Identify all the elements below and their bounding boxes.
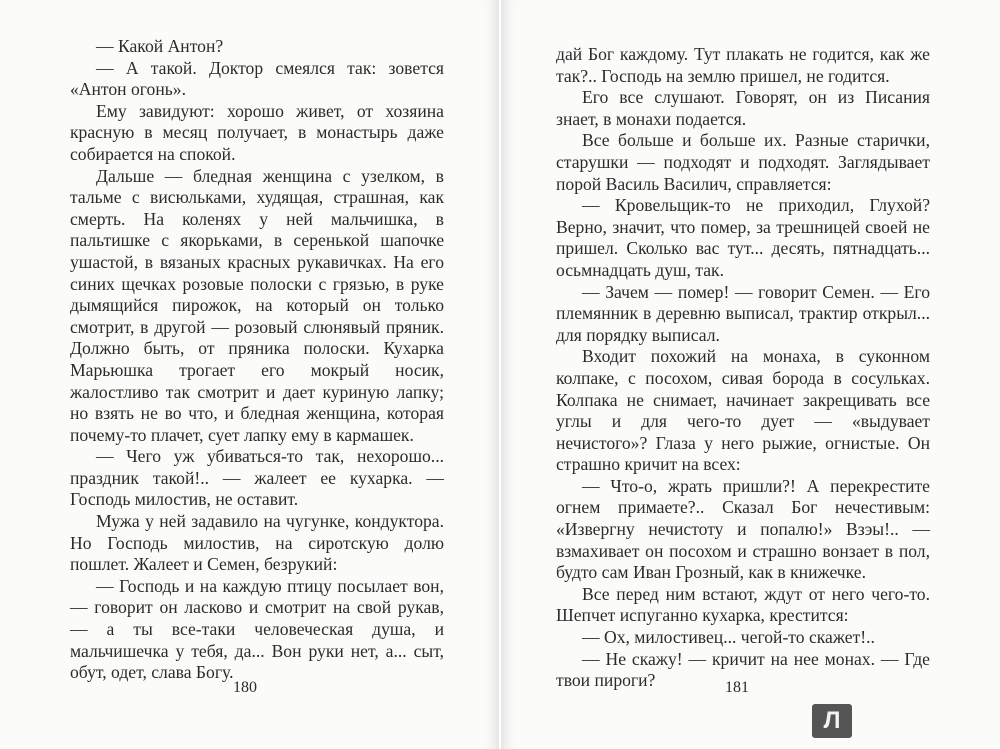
publisher-logo-icon: Л — [812, 704, 852, 738]
right-page-text — [556, 44, 930, 692]
left-page-text — [70, 36, 444, 684]
paragraph: — Ох, милостивец... чегой-то скажет!.. — [582, 627, 875, 648]
paragraph: Все больше и больше их. Разные старички, старушки — подходят и подходят. Заглядывает порой Василь Василич, справляется: — [556, 130, 930, 194]
paragraph: — А такой. Доктор смеялся так: зовется «Антон огонь». — [70, 57, 444, 100]
paragraph: — Кровельщик-то не приходил, Глухой? Верно, значит, что помер, за трешницей своей не пришел. Сколько вас тут... десять, пятнадцать... осьмнадцать душ, так. — [556, 195, 930, 280]
paragraph-continued: дай Бог каждому. Тут плакать не годится, как же так?.. Господь на землю пришел, не годится. — [556, 44, 930, 86]
paragraph: — Чего уж убиваться-то так, нехорошо... праздник такой!.. — жалеет ее кухарка. — Господь милостив, не оставит. — [70, 446, 444, 510]
paragraph: — Какой Антон? — [96, 36, 224, 56]
paragraph: — Что-о, жрать пришли?! А перекрестите огнем примаете?.. Сказал Бог нечестивым: «Извергну нечистоту и попалю!» Взэы!.. — взмахивает он посохом и страшно вонзает в пол, будто сам Иван Грозный, как в книжечке. — [556, 475, 930, 583]
paragraph: — Зачем — помер! — говорит Семен. — Его племянник в деревню выписал, трактир открыл... для порядку выписал. — [556, 281, 930, 345]
paragraph: Входит похожий на монаха, в суконном колпаке, с посохом, сивая борода в сосульках. Колпака не снимает, начинает закрещивать все углы и для чего-то дует — «выдувает нечистого»? Глаза у него рыжие, огнистые. Он страшно кричит на всех: — [556, 346, 930, 475]
paragraph: — Господь и на каждую птицу посылает вон, — говорит он ласково и смотрит на свой рукав, — а ты все-таки человеческая душа, и мальчишечка у тебя, да... Вон руки нет, а... сыт, обут, одет, слава Богу. — [70, 575, 444, 683]
paragraph: Мужа у ней задавило на чугунке, кондуктора. Но Господь милостив, на сиротскую долю пошлет. Жалеет и Семен, безрукий: — [70, 511, 444, 575]
paragraph: Все перед ним встают, ждут от него чего-то. Шепчет испуганно кухарка, крестится: — [556, 583, 930, 626]
paragraph: Ему завидуют: хорошо живет, от хозяина красную в месяц получает, в монастырь даже собирается на спокой. — [70, 100, 444, 164]
paragraph: — Не скажу! — кричит на нее монах. — Где твои пироги? — [556, 648, 930, 691]
page-number-left: 180 — [233, 679, 257, 696]
page-number-right: 181 — [725, 679, 749, 696]
left-page — [0, 0, 499, 749]
right-page — [501, 0, 1000, 749]
paragraph: Дальше — бледная женщина с узелком, в тальме с висюльками, худящая, страшная, как смерть. На коленях у ней мальчишка, в пальтишке с якорьками, в серенькой шапочке ушастой, в вязаных красных рукавичках. На его синих щечках розовые полоски с грязью, в руке дымящийся пирожок, на который он только смотрит, в другой — розовый слюнявый пряник. Должно быть, от пряника полоски. Кухарка Марьюшка трогает его мокрый носик, жалостливо так смотрит и дает куриную лапку; но взять не во что, и бледная женщина, которая почему-то плачет, сует лапку ему в кармашек. — [70, 165, 444, 445]
paragraph: Его все слушают. Говорят, он из Писания знает, в монахи подается. — [556, 87, 930, 129]
